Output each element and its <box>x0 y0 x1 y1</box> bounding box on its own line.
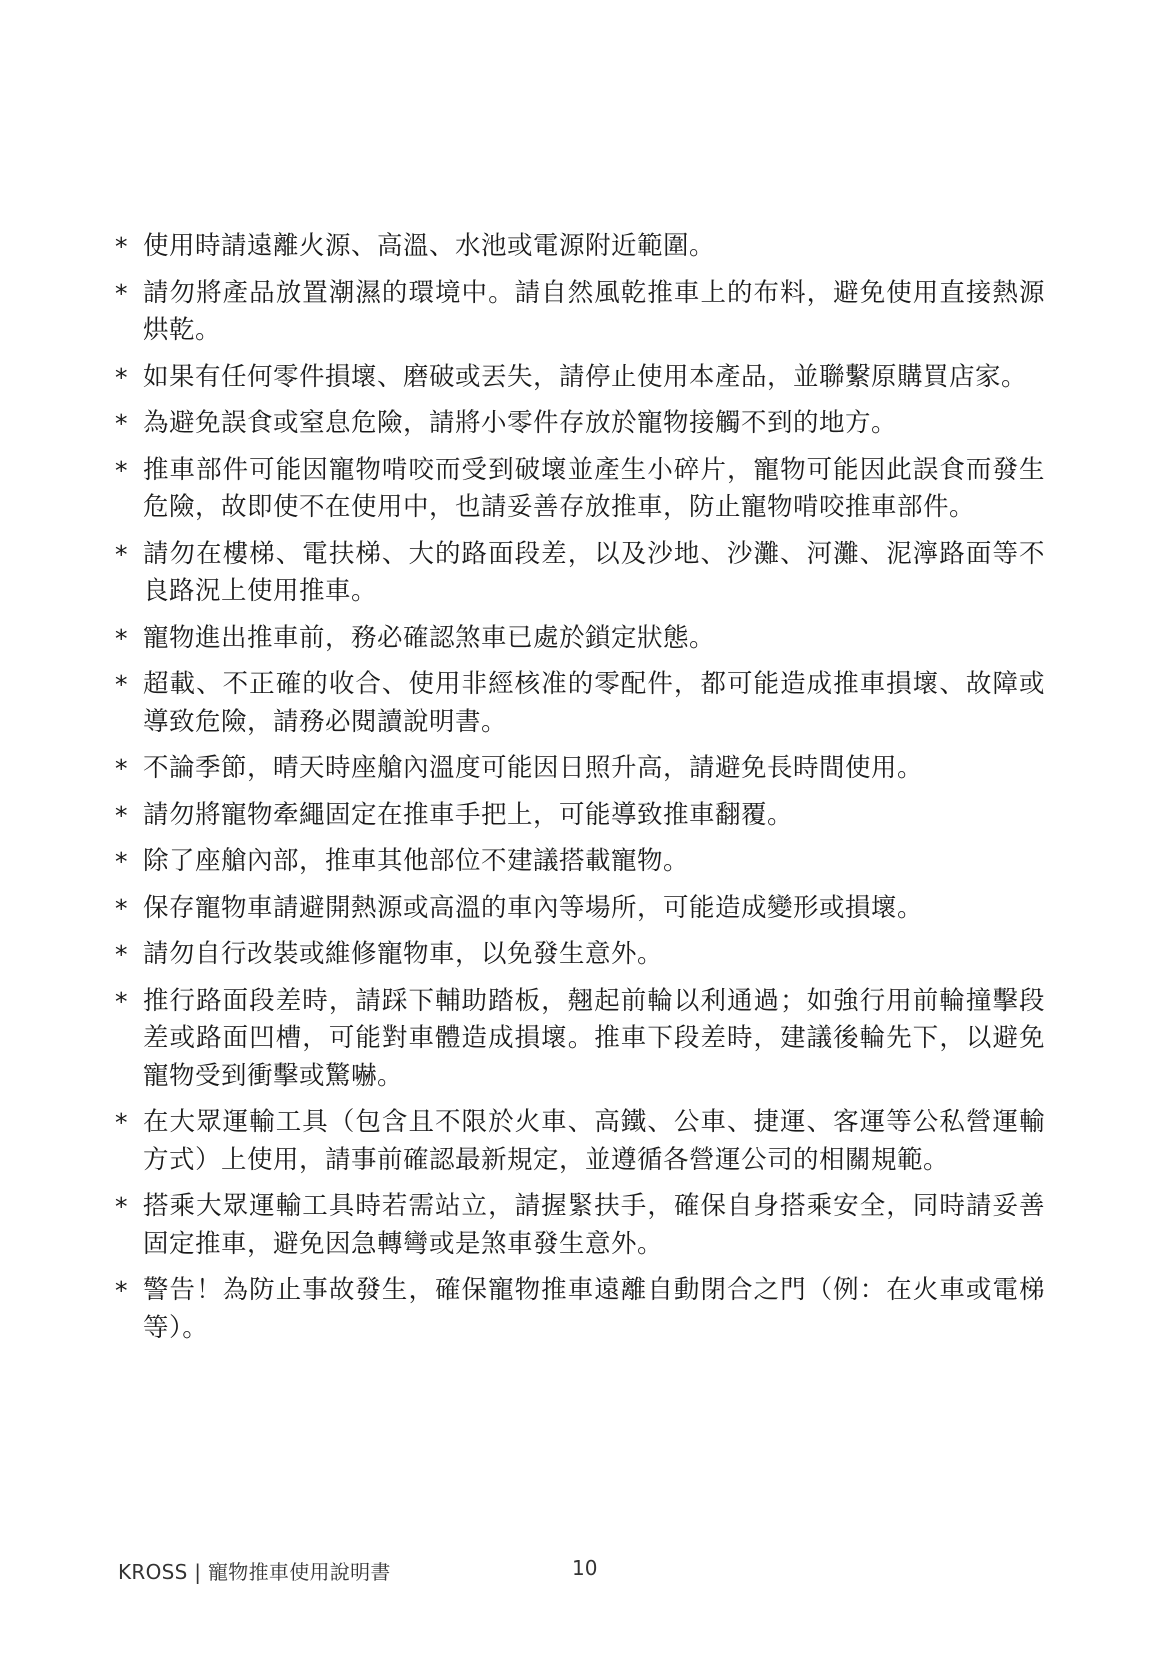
warning-item <box>115 536 1045 611</box>
bullet-asterisk: * <box>115 278 128 308</box>
warning-item <box>115 405 1045 443</box>
warning-item <box>115 666 1045 741</box>
bullet-asterisk: * <box>115 539 128 569</box>
warning-text: 請勿自行改裝或維修寵物車，以免發生意外。 <box>143 939 664 969</box>
bullet-asterisk: * <box>115 940 128 969</box>
warning-item <box>115 936 1045 974</box>
warning-text: 請勿在樓梯、電扶梯、大的路面段差，以及沙地、沙灘、河灘、泥濘路面等不良路況上使用推車。 <box>143 538 1045 606</box>
warning-item <box>115 620 1045 658</box>
bullet-asterisk: * <box>115 455 128 485</box>
warning-item <box>115 843 1045 881</box>
warning-item <box>115 275 1045 350</box>
bullet-asterisk: * <box>115 232 128 261</box>
warning-item <box>115 983 1045 1096</box>
warning-item <box>115 890 1045 928</box>
bullet-asterisk: * <box>115 1192 128 1221</box>
warning-text: 請勿將產品放置潮濕的環境中。請自然風乾推車上的布料，避免使用直接熱源烘乾。 <box>143 277 1045 345</box>
warning-text: 請勿將寵物牽繩固定在推車手把上，可能導致推車翻覆。 <box>143 799 794 830</box>
warning-text: 為避免誤食或窒息危險，請將小零件存放於寵物接觸不到的地方。 <box>143 408 898 438</box>
warning-item <box>115 228 1045 266</box>
warning-list <box>115 228 1045 1356</box>
warning-text: 除了座艙內部，推車其他部位不建議搭載寵物。 <box>143 846 690 876</box>
warning-text: 超載、不正確的收合、使用非經核准的零配件，都可能造成推車損壞、故障或導致危險，請務必閱讀說明書。 <box>143 669 1045 737</box>
bullet-asterisk: * <box>115 1276 128 1305</box>
bullet-asterisk: * <box>115 362 128 392</box>
warning-text: 如果有任何零件損壞、磨破或丟失，請停止使用本產品，並聯繫原購買店家。 <box>143 361 1028 392</box>
warning-text: 推行路面段差時，請踩下輔助踏板，翹起前輪以利通過；如強行用前輪撞擊段差或路面凹槽，可能對車體造成損壞。推車下段差時，建議後輪先下，以避免寵物受到衝擊或驚嚇。 <box>143 985 1045 1091</box>
footer-label: KROSS | 寵物推車使用說明書 <box>118 1560 391 1584</box>
warning-item <box>115 452 1045 527</box>
warning-item <box>115 750 1045 788</box>
bullet-asterisk: * <box>115 670 128 699</box>
warning-text: 寵物進出推車前，務必確認煞車已處於鎖定狀態。 <box>143 622 716 653</box>
warning-text: 在大眾運輸工具（包含且不限於火車、高鐵、公車、捷運、客運等公私營運輸方式）上使用，請事前確認最新規定，並遵循各營運公司的相關規範。 <box>143 1107 1045 1175</box>
warning-item <box>115 1188 1045 1263</box>
warning-text: 警告！為防止事故發生，確保寵物推車遠離自動閉合之門（例：在火車或電梯等）。 <box>143 1275 1045 1343</box>
warning-text: 推車部件可能因寵物啃咬而受到破壞並產生小碎片，寵物可能因此誤食而發生危險，故即使不在使用中，也請妥善存放推車，防止寵物啃咬推車部件。 <box>143 454 1045 522</box>
warning-item <box>115 1272 1045 1347</box>
warning-text: 使用時請遠離火源、高溫、水池或電源附近範圍。 <box>143 231 716 261</box>
warning-item <box>115 1104 1045 1179</box>
bullet-asterisk: * <box>115 409 128 438</box>
warning-text: 不論季節，晴天時座艙內溫度可能因日照升高，請避免長時間使用。 <box>143 753 924 783</box>
bullet-asterisk: * <box>115 847 128 876</box>
bullet-asterisk: * <box>115 1108 128 1137</box>
warning-item <box>115 359 1045 397</box>
warning-item <box>115 797 1045 835</box>
warning-text: 搭乘大眾運輸工具時若需站立，請握緊扶手，確保自身搭乘安全，同時請妥善固定推車，避免因急轉彎或是煞車發生意外。 <box>143 1191 1045 1259</box>
bullet-asterisk: * <box>115 754 128 783</box>
warning-text: 保存寵物車請避開熱源或高溫的車內等場所，可能造成變形或損壞。 <box>143 892 924 923</box>
page-number: 10 <box>572 1556 598 1580</box>
bullet-asterisk: * <box>115 623 128 653</box>
bullet-asterisk: * <box>115 986 128 1016</box>
bullet-asterisk: * <box>115 893 128 923</box>
bullet-asterisk: * <box>115 800 128 830</box>
